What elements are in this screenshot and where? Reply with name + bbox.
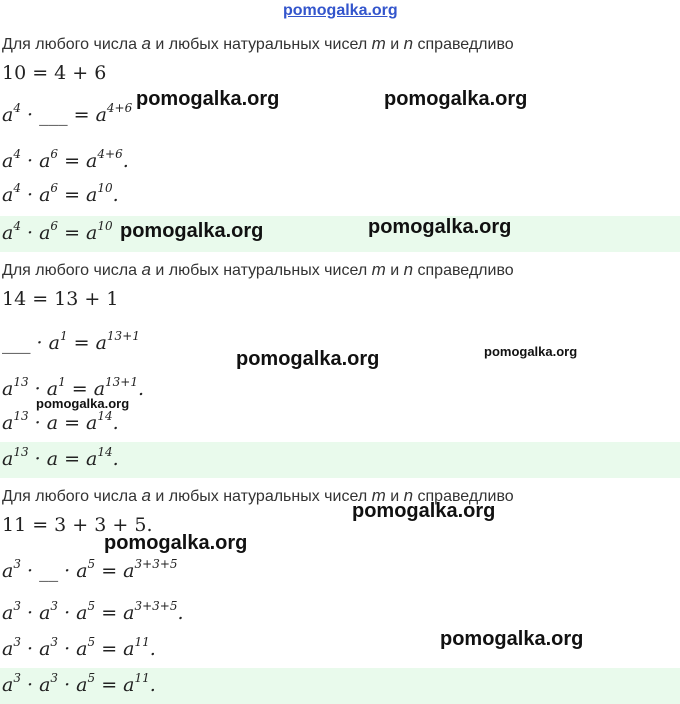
step-1-1: $a^4$ · ___ = $a^{4+6}$ xyxy=(2,100,133,126)
answer-3: $a^3 \cdot a^3 \cdot a^5 = a^{11}$. xyxy=(2,670,156,696)
equation-2: 14 = 13 + 1 xyxy=(2,288,119,310)
watermark-text: pomogalka.org xyxy=(368,216,512,238)
step-3-3: $a^3 \cdot a^3 \cdot a^5 = a^{11}$. xyxy=(2,634,156,660)
watermark-text: pomogalka.org xyxy=(104,532,248,554)
step-2-1: ___ · $a^1 = a^{13+1}$ xyxy=(2,328,140,354)
rule-text-2: Для любого числа a и любых натуральных чисел m и n справедливо xyxy=(2,260,514,279)
watermark-text: pomogalka.org xyxy=(484,344,578,359)
answer-1: $a^4 \cdot a^6 = a^{10}$ xyxy=(2,218,113,244)
answer-2: $a^{13} \cdot a = a^{14}$. xyxy=(2,444,119,470)
rule-text-1: Для любого числа a и любых натуральных чисел m и n справедливо xyxy=(2,34,514,53)
rule-text-3: Для любого числа a и любых натуральных чисел m и n справедливо xyxy=(2,486,514,505)
step-1-2: $a^4 \cdot a^6 = a^{4+6}$. xyxy=(2,146,129,172)
equation-1: 10 = 4 + 6 xyxy=(2,62,107,84)
equation-3: 11 = 3 + 3 + 5. xyxy=(2,514,153,536)
watermark-text: pomogalka.org xyxy=(136,88,280,110)
watermark-text: pomogalka.org xyxy=(352,500,496,522)
step-3-2: $a^3 \cdot a^3 \cdot a^5 = a^{3+3+5}$. xyxy=(2,598,184,624)
step-2-3: $a^{13} \cdot a = a^{14}$. xyxy=(2,408,119,434)
watermark-text: pomogalka.org xyxy=(440,628,584,650)
step-3-1: $a^3$ · __ · $a^5 = a^{3+3+5}$ xyxy=(2,556,178,582)
watermark-text: pomogalka.org xyxy=(120,220,264,242)
watermark-text: pomogalka.org xyxy=(236,348,380,370)
site-header-link[interactable]: pomogalka.org xyxy=(283,2,398,19)
step-2-2: $a^{13} \cdot a^1 = a^{13+1}$. xyxy=(2,374,145,400)
watermark-text: pomogalka.org xyxy=(36,396,130,411)
step-1-3: $a^4 \cdot a^6 = a^{10}$. xyxy=(2,180,119,206)
watermark-text: pomogalka.org xyxy=(384,88,528,110)
